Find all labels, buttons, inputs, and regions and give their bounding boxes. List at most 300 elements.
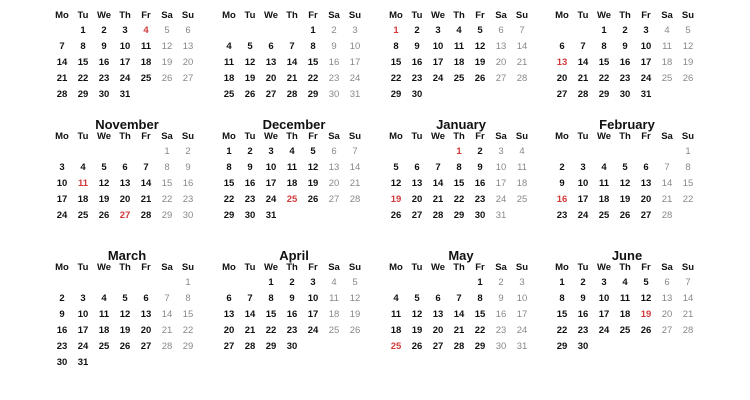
day-cell: 16 xyxy=(619,57,631,68)
day-cell: 6 xyxy=(559,41,565,52)
day-cell: 15 xyxy=(390,57,402,68)
weekend-day-cell: 30 xyxy=(182,210,194,221)
day-cell: 6 xyxy=(414,162,420,173)
weekend-day-cell: 30 xyxy=(328,89,340,100)
weekday-header: Su xyxy=(348,262,362,273)
weekend-day-cell: 16 xyxy=(328,57,340,68)
weekday-header: Fr xyxy=(308,10,318,21)
weekday-header: Th xyxy=(619,10,631,21)
day-cell: 27 xyxy=(411,210,423,221)
day-cell: 31 xyxy=(265,210,277,221)
weekday-header: Fr xyxy=(308,262,318,273)
day-cell: 21 xyxy=(56,73,68,84)
weekend-day-cell: 7 xyxy=(664,162,670,173)
day-cell: 10 xyxy=(598,293,610,304)
weekday-header: We xyxy=(263,131,279,142)
day-cell: 29 xyxy=(390,89,402,100)
weekday-header: Mo xyxy=(389,10,403,21)
day-cell: 13 xyxy=(223,309,235,320)
weekday-header: Su xyxy=(681,131,695,142)
weekend-day-cell: 2 xyxy=(331,25,337,36)
day-cell: 27 xyxy=(265,89,277,100)
day-cell: 19 xyxy=(474,57,486,68)
weekend-day-cell: 23 xyxy=(328,73,340,84)
day-cell: 24 xyxy=(307,325,319,336)
weekend-day-cell: 20 xyxy=(495,57,507,68)
weekend-day-cell: 17 xyxy=(495,178,507,189)
day-cell: 11 xyxy=(286,162,298,173)
day-cell: 18 xyxy=(140,57,152,68)
weekday-header: Sa xyxy=(661,10,673,21)
weekend-day-cell: 7 xyxy=(164,293,170,304)
day-cell: 30 xyxy=(56,357,68,368)
day-cell: 17 xyxy=(119,57,131,68)
day-cell: 18 xyxy=(98,325,110,336)
day-cell: 1 xyxy=(310,25,316,36)
day-cell: 29 xyxy=(307,89,319,100)
day-cell: 3 xyxy=(80,293,86,304)
day-cell: 4 xyxy=(456,25,462,36)
day-cell: 22 xyxy=(390,73,402,84)
weekday-header: Mo xyxy=(389,131,403,142)
day-cell: 16 xyxy=(474,178,486,189)
day-cell: 18 xyxy=(286,178,298,189)
day-cell: 20 xyxy=(411,194,423,205)
weekday-header: Th xyxy=(619,131,631,142)
day-cell: 12 xyxy=(244,57,256,68)
day-cell: 12 xyxy=(640,293,652,304)
day-cell: 30 xyxy=(286,341,298,352)
weekend-day-cell: 18 xyxy=(516,178,528,189)
weekend-day-cell: 24 xyxy=(495,194,507,205)
weekend-day-cell: 20 xyxy=(182,57,194,68)
day-cell: 6 xyxy=(268,41,274,52)
weekday-header: Mo xyxy=(389,262,403,273)
day-cell: 4 xyxy=(393,293,399,304)
holiday-day-cell: 13 xyxy=(556,57,568,68)
weekday-header: We xyxy=(96,10,112,21)
day-cell: 20 xyxy=(119,194,131,205)
weekend-day-cell: 12 xyxy=(682,41,694,52)
weekday-header: Su xyxy=(348,131,362,142)
day-cell: 16 xyxy=(56,325,68,336)
weekend-day-cell: 10 xyxy=(516,293,528,304)
day-cell: 18 xyxy=(223,73,235,84)
day-cell: 19 xyxy=(619,194,631,205)
day-cell: 7 xyxy=(247,293,253,304)
weekday-header: Su xyxy=(348,10,362,21)
day-cell: 11 xyxy=(598,178,610,189)
holiday-day-cell: 25 xyxy=(390,341,402,352)
weekday-header: Fr xyxy=(308,131,318,142)
day-cell: 8 xyxy=(226,162,232,173)
weekday-header: Mo xyxy=(555,262,569,273)
day-cell: 1 xyxy=(601,25,607,36)
weekend-day-cell: 21 xyxy=(682,309,694,320)
month-title: December xyxy=(262,117,326,132)
day-cell: 31 xyxy=(640,89,652,100)
weekday-header: Tu xyxy=(577,262,589,273)
day-cell: 18 xyxy=(619,309,631,320)
day-cell: 12 xyxy=(390,178,402,189)
month-title: March xyxy=(107,248,147,263)
holiday-day-cell: 1 xyxy=(456,146,462,157)
weekend-day-cell: 10 xyxy=(349,41,361,52)
day-cell: 3 xyxy=(268,146,274,157)
weekend-day-cell: 24 xyxy=(516,325,528,336)
day-cell: 4 xyxy=(101,293,107,304)
weekday-header: Tu xyxy=(411,131,423,142)
day-cell: 11 xyxy=(98,309,110,320)
weekend-day-cell: 22 xyxy=(682,194,694,205)
day-cell: 7 xyxy=(143,162,149,173)
day-cell: 2 xyxy=(59,293,65,304)
weekday-header: Fr xyxy=(641,131,651,142)
day-cell: 15 xyxy=(265,309,277,320)
day-cell: 15 xyxy=(223,178,235,189)
month-title: February xyxy=(599,117,655,132)
day-cell: 8 xyxy=(601,41,607,52)
weekend-day-cell: 31 xyxy=(495,210,507,221)
weekday-header: Sa xyxy=(328,131,340,142)
day-cell: 2 xyxy=(559,162,565,173)
weekend-day-cell: 26 xyxy=(682,73,694,84)
day-cell: 12 xyxy=(411,309,423,320)
weekday-header: Sa xyxy=(495,10,507,21)
weekend-day-cell: 4 xyxy=(331,277,337,288)
weekday-header: We xyxy=(96,131,112,142)
weekday-header: Tu xyxy=(77,262,89,273)
holiday-day-cell: 19 xyxy=(640,309,652,320)
weekday-header: Tu xyxy=(411,10,423,21)
day-cell: 12 xyxy=(98,178,110,189)
day-cell: 24 xyxy=(598,325,610,336)
day-cell: 20 xyxy=(223,325,235,336)
day-cell: 28 xyxy=(244,341,256,352)
weekend-day-cell: 30 xyxy=(495,341,507,352)
weekday-header: Tu xyxy=(577,10,589,21)
weekday-header: Th xyxy=(453,10,465,21)
weekend-day-cell: 12 xyxy=(349,293,361,304)
day-cell: 5 xyxy=(310,146,316,157)
day-cell: 19 xyxy=(411,325,423,336)
weekend-day-cell: 25 xyxy=(516,194,528,205)
weekday-header: Tu xyxy=(244,10,256,21)
day-cell: 24 xyxy=(577,210,589,221)
weekend-day-cell: 1 xyxy=(164,146,170,157)
day-cell: 5 xyxy=(414,293,420,304)
weekend-day-cell: 28 xyxy=(161,341,173,352)
day-cell: 9 xyxy=(414,41,420,52)
day-cell: 15 xyxy=(474,309,486,320)
weekend-day-cell: 7 xyxy=(685,277,691,288)
day-cell: 23 xyxy=(474,194,486,205)
day-cell: 23 xyxy=(619,73,631,84)
weekday-header: Fr xyxy=(141,10,151,21)
day-cell: 1 xyxy=(80,25,86,36)
weekend-day-cell: 27 xyxy=(182,73,194,84)
day-cell: 5 xyxy=(622,162,628,173)
day-cell: 3 xyxy=(122,25,128,36)
day-cell: 15 xyxy=(77,57,89,68)
weekday-header: We xyxy=(430,262,446,273)
weekend-day-cell: 10 xyxy=(495,162,507,173)
weekend-day-cell: 23 xyxy=(495,325,507,336)
weekend-day-cell: 9 xyxy=(331,41,337,52)
weekday-header: We xyxy=(263,262,279,273)
day-cell: 14 xyxy=(140,178,152,189)
weekday-header: We xyxy=(596,262,612,273)
day-cell: 26 xyxy=(640,325,652,336)
day-cell: 27 xyxy=(640,210,652,221)
weekend-day-cell: 14 xyxy=(349,162,361,173)
weekend-day-cell: 13 xyxy=(495,41,507,52)
weekday-header: Tu xyxy=(77,131,89,142)
weekend-day-cell: 22 xyxy=(161,194,173,205)
day-cell: 1 xyxy=(477,277,483,288)
day-cell: 8 xyxy=(268,293,274,304)
month-title: June xyxy=(611,248,643,263)
day-cell: 29 xyxy=(598,89,610,100)
day-cell: 13 xyxy=(140,309,152,320)
day-cell: 30 xyxy=(619,89,631,100)
weekend-day-cell: 8 xyxy=(185,293,191,304)
day-cell: 3 xyxy=(59,162,65,173)
weekday-header: Th xyxy=(286,262,298,273)
weekday-header: Tu xyxy=(77,10,89,21)
weekend-day-cell: 31 xyxy=(349,89,361,100)
day-cell: 18 xyxy=(390,325,402,336)
weekday-header: We xyxy=(430,131,446,142)
day-cell: 20 xyxy=(640,194,652,205)
weekday-header: Sa xyxy=(328,262,340,273)
weekday-header: Mo xyxy=(55,10,69,21)
day-cell: 24 xyxy=(77,341,89,352)
holiday-day-cell: 16 xyxy=(556,194,568,205)
day-cell: 10 xyxy=(577,178,589,189)
holiday-day-cell: 11 xyxy=(77,178,89,189)
day-cell: 10 xyxy=(77,309,89,320)
weekend-day-cell: 13 xyxy=(328,162,340,173)
weekday-header: Su xyxy=(181,262,195,273)
day-cell: 21 xyxy=(453,325,465,336)
day-cell: 30 xyxy=(474,210,486,221)
weekend-day-cell: 7 xyxy=(519,25,525,36)
month-title: April xyxy=(279,248,309,263)
weekday-header: Mo xyxy=(222,131,236,142)
day-cell: 25 xyxy=(453,73,465,84)
day-cell: 31 xyxy=(77,357,89,368)
day-cell: 28 xyxy=(577,89,589,100)
day-cell: 14 xyxy=(453,309,465,320)
weekend-day-cell: 13 xyxy=(661,293,673,304)
day-cell: 21 xyxy=(244,325,256,336)
weekend-day-cell: 14 xyxy=(161,309,173,320)
day-cell: 20 xyxy=(556,73,568,84)
weekend-day-cell: 29 xyxy=(182,341,194,352)
day-cell: 17 xyxy=(577,194,589,205)
day-cell: 23 xyxy=(98,73,110,84)
weekend-day-cell: 16 xyxy=(182,178,194,189)
day-cell: 27 xyxy=(432,341,444,352)
day-cell: 7 xyxy=(456,293,462,304)
day-cell: 23 xyxy=(577,325,589,336)
weekday-header: Fr xyxy=(641,10,651,21)
day-cell: 25 xyxy=(77,210,89,221)
day-cell: 10 xyxy=(265,162,277,173)
day-cell: 27 xyxy=(140,341,152,352)
day-cell: 16 xyxy=(244,178,256,189)
weekend-day-cell: 19 xyxy=(349,309,361,320)
weekend-day-cell: 9 xyxy=(498,293,504,304)
day-cell: 25 xyxy=(598,210,610,221)
day-cell: 30 xyxy=(411,89,423,100)
weekday-header: Sa xyxy=(328,10,340,21)
day-cell: 26 xyxy=(98,210,110,221)
day-cell: 16 xyxy=(98,57,110,68)
day-cell: 26 xyxy=(244,89,256,100)
day-cell: 3 xyxy=(580,162,586,173)
day-cell: 23 xyxy=(56,341,68,352)
weekday-header: Fr xyxy=(475,262,485,273)
day-cell: 28 xyxy=(140,210,152,221)
day-cell: 20 xyxy=(265,73,277,84)
day-cell: 22 xyxy=(77,73,89,84)
day-cell: 22 xyxy=(598,73,610,84)
weekday-header: Sa xyxy=(495,131,507,142)
weekday-header: We xyxy=(96,262,112,273)
weekday-header: Th xyxy=(453,262,465,273)
weekend-day-cell: 6 xyxy=(185,25,191,36)
day-cell: 19 xyxy=(244,73,256,84)
weekday-header: Fr xyxy=(141,131,151,142)
day-cell: 2 xyxy=(477,146,483,157)
weekend-day-cell: 21 xyxy=(661,194,673,205)
day-cell: 28 xyxy=(432,210,444,221)
weekend-day-cell: 16 xyxy=(495,309,507,320)
weekend-day-cell: 1 xyxy=(185,277,191,288)
weekday-header: Th xyxy=(119,262,131,273)
day-cell: 28 xyxy=(453,341,465,352)
day-cell: 8 xyxy=(559,293,565,304)
day-cell: 22 xyxy=(265,325,277,336)
day-cell: 22 xyxy=(223,194,235,205)
weekend-day-cell: 19 xyxy=(682,57,694,68)
day-cell: 29 xyxy=(223,210,235,221)
day-cell: 6 xyxy=(435,293,441,304)
day-cell: 11 xyxy=(140,41,152,52)
day-cell: 20 xyxy=(432,325,444,336)
weekday-header: Th xyxy=(286,10,298,21)
day-cell: 13 xyxy=(411,178,423,189)
day-cell: 4 xyxy=(289,146,295,157)
day-cell: 25 xyxy=(140,73,152,84)
weekday-header: Tu xyxy=(411,262,423,273)
weekend-day-cell: 12 xyxy=(161,41,173,52)
day-cell: 9 xyxy=(289,293,295,304)
day-cell: 30 xyxy=(244,210,256,221)
day-cell: 10 xyxy=(432,41,444,52)
day-cell: 2 xyxy=(580,277,586,288)
day-cell: 8 xyxy=(456,162,462,173)
weekend-day-cell: 5 xyxy=(164,25,170,36)
weekend-day-cell: 13 xyxy=(182,41,194,52)
weekend-day-cell: 9 xyxy=(185,162,191,173)
day-cell: 9 xyxy=(477,162,483,173)
day-cell: 3 xyxy=(601,277,607,288)
day-cell: 19 xyxy=(119,325,131,336)
day-cell: 14 xyxy=(244,309,256,320)
day-cell: 5 xyxy=(247,41,253,52)
weekend-day-cell: 11 xyxy=(329,293,339,304)
day-cell: 11 xyxy=(453,41,465,52)
weekday-header: Mo xyxy=(55,262,69,273)
day-cell: 10 xyxy=(640,41,652,52)
weekend-day-cell: 27 xyxy=(495,73,507,84)
day-cell: 5 xyxy=(101,162,107,173)
weekday-header: Sa xyxy=(661,262,673,273)
day-cell: 13 xyxy=(119,178,131,189)
day-cell: 1 xyxy=(559,277,565,288)
day-cell: 4 xyxy=(80,162,86,173)
day-cell: 29 xyxy=(556,341,568,352)
weekday-header: Su xyxy=(515,10,529,21)
weekday-header: Sa xyxy=(161,131,173,142)
day-cell: 15 xyxy=(556,309,568,320)
weekday-header: Tu xyxy=(244,262,256,273)
weekend-day-cell: 26 xyxy=(349,325,361,336)
weekend-day-cell: 1 xyxy=(685,146,691,157)
weekend-day-cell: 14 xyxy=(516,41,528,52)
day-cell: 4 xyxy=(226,41,232,52)
day-cell: 14 xyxy=(286,57,298,68)
day-cell: 5 xyxy=(122,293,128,304)
day-cell: 29 xyxy=(453,210,465,221)
weekday-header: Su xyxy=(181,10,195,21)
day-cell: 22 xyxy=(474,325,486,336)
day-cell: 28 xyxy=(56,89,68,100)
day-cell: 7 xyxy=(289,41,295,52)
weekday-header: We xyxy=(263,10,279,21)
weekend-day-cell: 3 xyxy=(498,146,504,157)
day-cell: 17 xyxy=(598,309,610,320)
day-cell: 9 xyxy=(559,178,565,189)
day-cell: 20 xyxy=(140,325,152,336)
day-cell: 17 xyxy=(77,325,89,336)
weekend-day-cell: 15 xyxy=(682,178,694,189)
day-cell: 6 xyxy=(143,293,149,304)
day-cell: 30 xyxy=(98,89,110,100)
weekend-day-cell: 18 xyxy=(328,309,340,320)
day-cell: 5 xyxy=(643,277,649,288)
weekday-header: Fr xyxy=(475,10,485,21)
weekend-day-cell: 5 xyxy=(685,25,691,36)
weekend-day-cell: 26 xyxy=(161,73,173,84)
day-cell: 10 xyxy=(56,178,68,189)
month-title: November xyxy=(95,117,159,132)
day-cell: 2 xyxy=(101,25,107,36)
weekday-header: Th xyxy=(286,131,298,142)
weekend-day-cell: 28 xyxy=(516,73,528,84)
weekend-day-cell: 3 xyxy=(519,277,525,288)
day-cell: 6 xyxy=(122,162,128,173)
day-cell: 27 xyxy=(223,341,235,352)
day-cell: 4 xyxy=(601,162,607,173)
day-cell: 8 xyxy=(80,41,86,52)
weekend-day-cell: 4 xyxy=(664,25,670,36)
weekend-day-cell: 21 xyxy=(516,57,528,68)
day-cell: 17 xyxy=(432,57,444,68)
